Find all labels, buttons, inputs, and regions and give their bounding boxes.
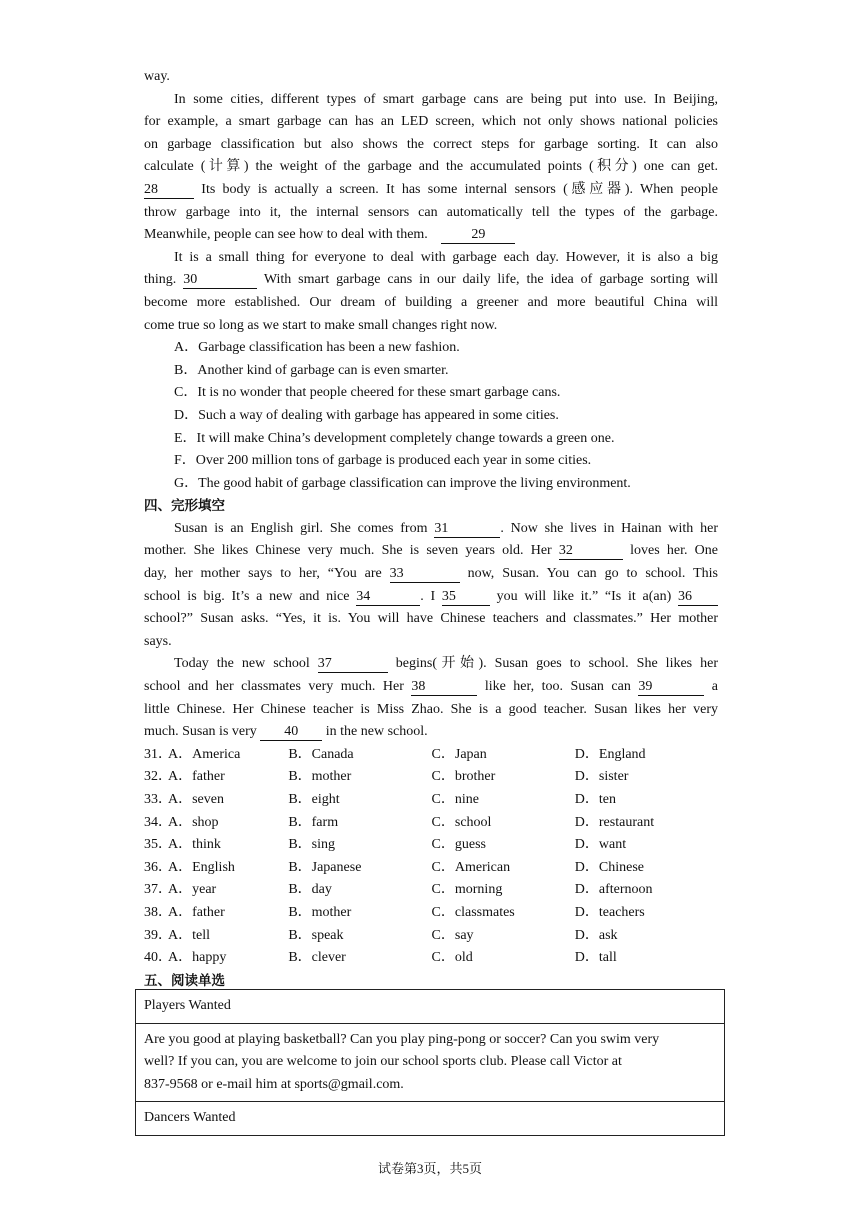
cloze-text: in the new school. <box>325 724 428 740</box>
answer-option: B．sing <box>288 837 335 853</box>
question-number: 31． <box>144 746 172 762</box>
cloze-line: says. <box>144 633 172 649</box>
answer-option: C．say <box>431 927 474 943</box>
question-number: 32． <box>144 769 172 785</box>
section-heading: 四、完形填空 <box>144 498 225 515</box>
passage-line: come true so long as we start to make small changes right now. <box>144 317 498 333</box>
passage-line: on garbage classification but also shows the correct steps for garbage sorting. It can also <box>144 136 718 152</box>
answer-option: A．seven <box>168 792 224 807</box>
answer-option: A．tell <box>168 927 210 943</box>
question-row <box>144 857 718 880</box>
answer-option: C．American <box>431 859 511 875</box>
answer-option: A．shop <box>168 814 219 830</box>
option-line: G．The good habit of garbage classification can improve the living environment. <box>174 475 631 491</box>
blank-33: 33 <box>390 565 460 583</box>
blank-38: 38 <box>411 678 477 696</box>
answer-option: A．English <box>168 859 235 875</box>
cloze-line <box>144 586 718 609</box>
answer-option: A．America <box>168 746 241 762</box>
cloze-line: school?” Susan asks. “Yes, it is. You will have Chinese teachers and classmates.” Her mother <box>144 611 718 627</box>
answer-option: D．England <box>574 746 646 762</box>
blank-31: 31 <box>434 520 500 538</box>
cloze-line <box>144 518 718 541</box>
answer-option: A．year <box>168 882 217 898</box>
blank-29: 29 <box>441 226 515 244</box>
passage-text: thing. <box>144 272 177 288</box>
answer-option: C．classmates <box>431 904 515 920</box>
answer-option: D．sister <box>574 769 629 785</box>
option-line: E．It will make China’s development completely change towards a green one. <box>174 430 615 446</box>
answer-option: C．nine <box>431 792 479 807</box>
passage-line: way. <box>144 69 170 84</box>
answer-option: D．teachers <box>574 904 645 920</box>
cloze-line <box>144 540 718 563</box>
question-row <box>144 902 718 925</box>
answer-option: D．restaurant <box>574 814 655 830</box>
answer-option: B．farm <box>288 814 339 830</box>
ad-body <box>136 1023 725 1102</box>
answer-option: D．ask <box>574 927 618 943</box>
passage-line: In some cities, different types of smart garbage cans are being put into use. In Beijing, <box>174 91 718 107</box>
answer-option: C．school <box>431 814 492 830</box>
ad-title: Dancers Wanted <box>136 1102 725 1136</box>
answer-option: B．Canada <box>288 746 354 762</box>
cloze-line <box>144 676 718 699</box>
blank-36: 36 <box>678 588 718 606</box>
answer-option: B．day <box>288 882 332 898</box>
question-number: 40． <box>144 950 172 966</box>
question-number: 36． <box>144 859 172 875</box>
blank-35: 35 <box>442 588 490 606</box>
answer-option: C．brother <box>431 769 496 785</box>
answer-option: C．guess <box>431 837 486 853</box>
cloze-text: school is big. It’s a new and nice <box>144 588 350 604</box>
cloze-text: a <box>711 679 719 695</box>
option-line: A．Garbage classification has been a new fashion. <box>174 340 460 356</box>
question-row <box>144 812 718 835</box>
blank-28: 28 <box>144 181 194 199</box>
answer-option: C．morning <box>431 882 503 898</box>
page-footer: 试卷第3页，共5页 <box>377 1161 482 1176</box>
answer-option: D．afternoon <box>574 882 653 898</box>
question-row <box>144 766 718 789</box>
blank-40: 40 <box>260 723 322 741</box>
answer-option: B．clever <box>288 950 346 966</box>
page-content <box>144 66 718 992</box>
ads-table <box>135 989 725 1136</box>
blank-32: 32 <box>559 542 623 560</box>
cloze-text: much. Susan is very <box>144 724 257 740</box>
passage-line: for example, a smart garbage can has an LED screen, which not only shows national policies <box>144 114 718 130</box>
answer-option: A．happy <box>168 950 227 966</box>
blank-39: 39 <box>638 678 704 696</box>
passage-line <box>144 179 718 202</box>
question-row <box>144 947 718 970</box>
question-number: 37． <box>144 882 172 898</box>
cloze-line: little Chinese. Her Chinese teacher is Miss Zhao. She is a good teacher. Susan likes her very <box>144 701 718 717</box>
question-number: 38． <box>144 904 172 920</box>
question-row <box>144 879 718 902</box>
cloze-text: Susan is an English girl. She comes from <box>174 520 428 536</box>
question-row <box>144 789 718 812</box>
question-number: 33． <box>144 792 172 807</box>
answer-option: A．father <box>168 769 225 785</box>
section-heading: 五、阅读单选 <box>144 972 225 989</box>
cloze-line <box>144 721 718 744</box>
option-line: B．Another kind of garbage can is even smarter. <box>174 362 449 378</box>
answer-option: D．Chinese <box>574 859 644 875</box>
question-number: 35． <box>144 837 172 853</box>
blank-34: 34 <box>356 588 420 606</box>
cloze-text: Today the new school <box>174 656 310 672</box>
answer-option: B．mother <box>288 769 352 785</box>
passage-text: Its body is actually a screen. It has some internal sensors (感应器). When people <box>201 181 719 197</box>
passage-line: It is a small thing for everyone to deal with garbage each day. However, it is also a big <box>174 249 718 265</box>
passage-line <box>144 224 718 247</box>
passage-text: Meanwhile, people can see how to deal with them. <box>144 227 428 243</box>
passage-line <box>144 269 718 292</box>
ad-body-line: Are you good at playing basketball? Can you play ping-pong or soccer? Can you swim very <box>144 1031 660 1047</box>
question-row <box>144 834 718 857</box>
cloze-text: school and her classmates very much. Her <box>144 679 404 695</box>
answer-option: C．old <box>431 950 473 966</box>
question-number: 39． <box>144 927 172 943</box>
cloze-text: like her, too. Susan can <box>484 679 631 695</box>
answer-option: D．ten <box>574 792 616 807</box>
ad-body-line: well? If you can, you are welcome to join our school sports club. Please call Victor at <box>144 1054 622 1070</box>
passage-text: With smart garbage cans in our daily life, the idea of garbage sorting will <box>263 272 719 288</box>
ad-body-line: 837-9568 or e-mail him at sports@gmail.com. <box>144 1076 404 1092</box>
cloze-text: you will like it.” “Is it a(an) <box>496 588 672 604</box>
ad-title: Players Wanted <box>136 990 725 1024</box>
cloze-text: loves her. One <box>630 543 719 559</box>
question-number: 34． <box>144 814 172 830</box>
answer-option: B．Japanese <box>288 859 362 875</box>
answer-option: D．want <box>574 837 627 853</box>
question-options-list <box>144 744 718 970</box>
answer-option: D．tall <box>574 950 617 966</box>
cloze-text: now, Susan. You can go to school. This <box>467 566 718 582</box>
question-row <box>144 744 718 767</box>
option-line: D．Such a way of dealing with garbage has appeared in some cities. <box>174 407 559 423</box>
option-line: C．It is no wonder that people cheered for these smart garbage cans. <box>174 385 561 401</box>
blank-30: 30 <box>183 271 257 289</box>
cloze-line <box>144 563 718 586</box>
cloze-text: mother. She likes Chinese very much. She is seven years old. Her <box>144 543 552 559</box>
passage-line: throw garbage into it, the internal sensors can automatically tell the types of the garbage. <box>144 204 718 220</box>
cloze-text: . I <box>420 588 436 604</box>
answer-option: A．think <box>168 837 221 853</box>
question-row <box>144 925 718 948</box>
answer-option: B．eight <box>288 792 340 807</box>
answer-option: B．speak <box>288 927 344 943</box>
passage-line: become more established. Our dream of building a greener and more beautiful China will <box>144 294 718 310</box>
answer-option: A．father <box>168 904 225 920</box>
cloze-line <box>144 653 718 676</box>
answer-option: C．Japan <box>431 746 487 762</box>
passage-line: calculate (计算) the weight of the garbage and the accumulated points (积分) one can get. <box>144 159 718 175</box>
cloze-text: day, her mother says to her, “You are <box>144 566 382 582</box>
cloze-text: . Now she lives in Hainan with her <box>500 520 718 536</box>
blank-37: 37 <box>318 655 388 673</box>
answer-option: B．mother <box>288 904 352 920</box>
option-line: F．Over 200 million tons of garbage is produced each year in some cities. <box>174 453 592 469</box>
cloze-text: begins(开始). Susan goes to school. She likes her <box>395 656 718 672</box>
